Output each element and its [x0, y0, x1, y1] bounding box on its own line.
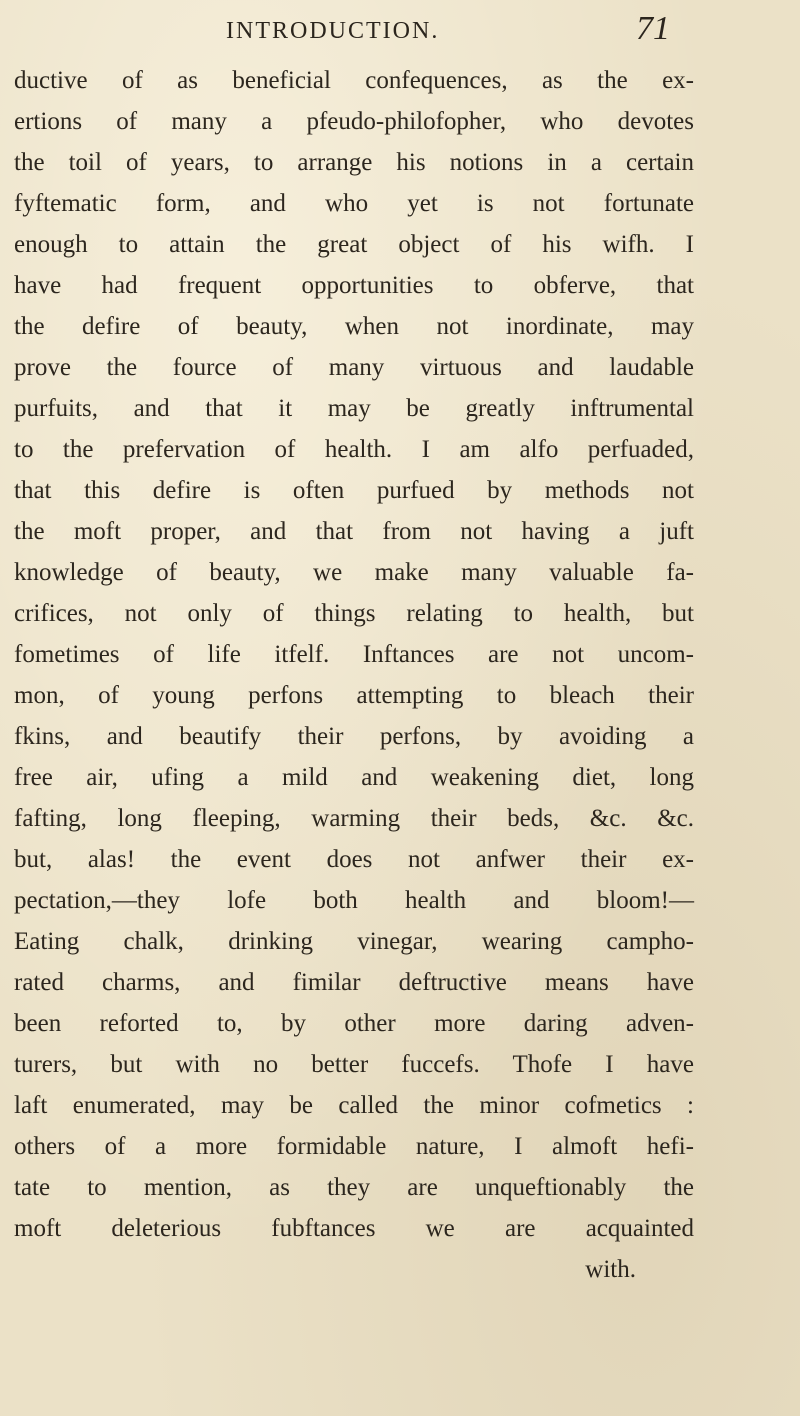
text-line: to the prefervation of health. I am alfo perfuaded, [14, 436, 694, 463]
text-line: fafting, long fleeping, warming their beds, &c. &c. [14, 805, 694, 832]
text-line: prove the fource of many virtuous and laudable [14, 354, 694, 381]
text-line: pectation,—they lofe both health and bloom!— [14, 887, 694, 914]
text-line: free air, ufing a mild and weakening diet, long [14, 764, 694, 791]
text-line: Eating chalk, drinking vinegar, wearing campho- [14, 928, 694, 955]
text-line: others of a more formidable nature, I almoft hefi- [14, 1133, 694, 1160]
text-line: but, alas! the event does not anfwer their ex- [14, 846, 694, 873]
text-line: rated charms, and fimilar deftructive means have [14, 969, 694, 996]
text-line: the moft proper, and that from not having a juft [14, 518, 694, 545]
text-line: ductive of as beneficial confequences, as the ex- [14, 67, 694, 94]
text-line: the toil of years, to arrange his notions in a certain [14, 149, 694, 176]
text-line: enough to attain the great object of his wifh. I [14, 231, 694, 258]
text-line: fyftematic form, and who yet is not fortunate [14, 190, 694, 217]
text-line: turers, but with no better fuccefs. Thofe I have [14, 1051, 694, 1078]
text-line: purfuits, and that it may be greatly inftrumental [14, 395, 694, 422]
text-line: that this defire is often purfued by methods not [14, 477, 694, 504]
text-line: been reforted to, by other more daring adven- [14, 1010, 694, 1037]
running-title: INTRODUCTION. [226, 18, 440, 44]
text-line: fkins, and beautify their perfons, by avoiding a [14, 723, 694, 750]
text-line: mon, of young perfons attempting to bleach their [14, 682, 694, 709]
body-text [14, 60, 694, 1290]
text-line: the defire of beauty, when not inordinate, may [14, 313, 694, 340]
text-line: tate to mention, as they are unqueftionably the [14, 1174, 694, 1201]
text-line: fometimes of life itfelf. Inftances are not uncom- [14, 641, 694, 668]
final-word: with. [585, 1256, 636, 1283]
text-line: moft deleterious fubftances we are acquainted [14, 1215, 694, 1242]
text-line: knowledge of beauty, we make many valuable fa- [14, 559, 694, 586]
page-number: 71 [636, 10, 670, 47]
running-head [0, 10, 800, 50]
text-line: have had frequent opportunities to obferve, that [14, 272, 694, 299]
text-line: laft enumerated, may be called the minor cofmetics : [14, 1092, 694, 1119]
text-line: crifices, not only of things relating to health, but [14, 600, 694, 627]
text-line-final [14, 1249, 694, 1290]
text-line: ertions of many a pfeudo-philofopher, who devotes [14, 108, 694, 135]
